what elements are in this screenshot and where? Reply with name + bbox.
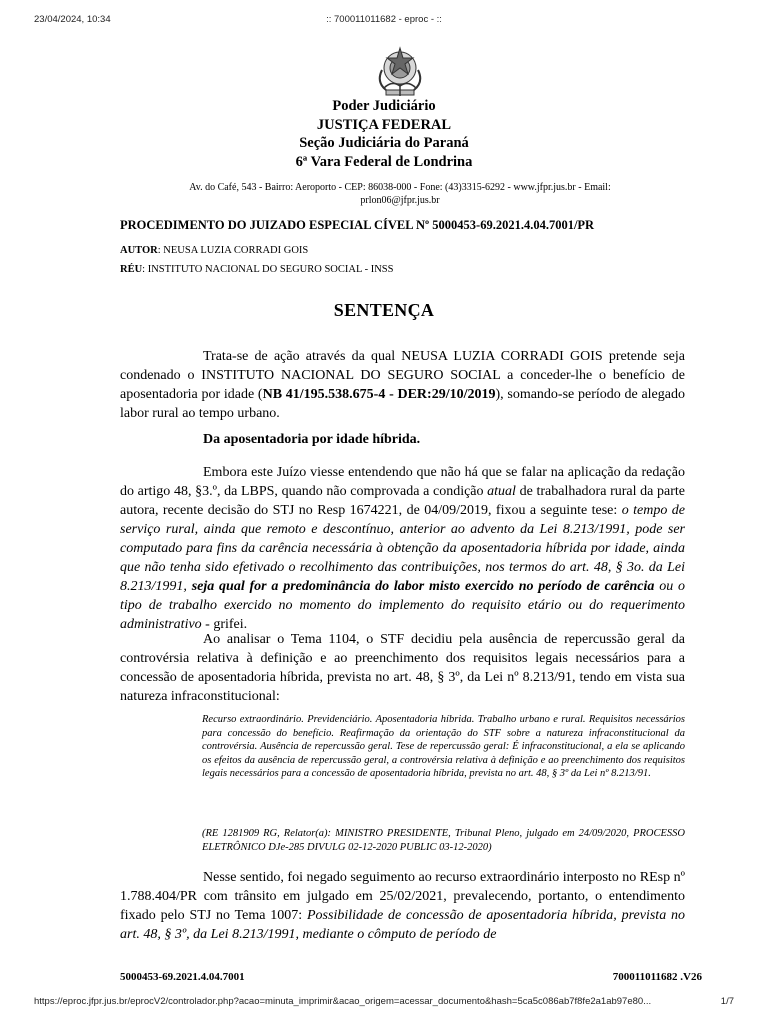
print-page-title: :: 700011011682 - eproc - :: xyxy=(326,14,442,25)
court-address: Av. do Café, 543 - Bairro: Aeroporto - CEP: 86038-000 - Fone: (43)3315-6292 - www.jfpr.jus.br - Email: prlon06@jfpr.jus.br xyxy=(189,182,611,206)
footer-process-number: 5000453-69.2021.4.04.7001 xyxy=(120,971,245,983)
p3-text-b: atual xyxy=(487,484,516,499)
document-title: SENTENÇA xyxy=(333,300,435,320)
p3-text-g: - grifei. xyxy=(201,617,248,632)
court-heading xyxy=(0,97,768,171)
footer-document-version: 700011011682 .V26 xyxy=(612,971,702,983)
browser-print-footer xyxy=(0,996,768,1012)
p3-thesis: o tempo de serviço rural, ainda que remoto e descontínuo, anterior ao advento da Lei 8.213/1991, pode ser computado para fins da carência necessária à obtenção da aposentadoria híbrida por idade, ainda que não tenha sido efetivado o recolhimento das contribuições, nos termos do art. 48, § 3o. da Lei 8.213/1991, xyxy=(120,503,685,594)
print-url: https://eproc.jfpr.jus.br/eprocV2/controlador.php?acao=minuta_imprimir&acao_origem=acessar_documento&hash=5ca5c086ab7f8fe2a1ab97e80... xyxy=(34,996,652,1007)
p3-text-c: de trabalhadora rural da parte autora, recente decisão do STJ no Resp 1674221, de 04/09/2019, fixou a seguinte tese: xyxy=(120,484,685,518)
print-datetime: 23/04/2024, 10:34 xyxy=(34,14,111,25)
print-page-indicator: 1/7 xyxy=(720,996,734,1007)
p1-benefit-number: NB 41/195.538.675-4 - DER:29/10/2019 xyxy=(262,387,496,402)
browser-print-header xyxy=(0,14,768,30)
party-author xyxy=(120,245,308,256)
brazil-coat-of-arms-icon xyxy=(370,44,430,100)
quote-ementa: Recurso extraordinário. Previdenciário. Aposentadoria híbrida. Trabalho urbano e rural. Requisitos necessários para concessão do benefício. Reafirmação da orientação do STF sobre a natureza infraconstitucional da controvérsia. Ausência de repercussão geral. Tese de repercussão geral: É infraconstitucional, a ela se aplicando os efeitos da ausência de repercussão geral, a controvérsia relativa à definição e ao preenchimento dos requisitos legais necessários para a concessão de aposentadoria híbrida, prevista no art. 48, § 3º da Lei nº 8.213/91. xyxy=(202,714,685,779)
author-label: AUTOR xyxy=(120,245,158,256)
author-value: : NEUSA LUZIA CORRADI GOIS xyxy=(157,245,309,256)
party-defendant xyxy=(120,264,394,275)
defendant-value: : INSTITUTO NACIONAL DO SEGURO SOCIAL - INSS xyxy=(142,264,394,275)
p1-text-c: ), somando-se período de alegado labor rural ao tempo urbano. xyxy=(120,387,685,421)
p5-text-b: Possibilidade de concessão de aposentadoria híbrida, prevista no art. 48, § 3º, da Lei 8.213/1991, mediante o cômputo de período de xyxy=(120,908,685,942)
paragraph-stj-decision xyxy=(120,463,685,634)
p4-text: Ao analisar o Tema 1104, o STF decidiu pela ausência de repercussão geral da controvérsia relativa à definição e ao preenchimento dos requisitos legais necessários para a concessão de aposentadoria híbrida, prevista no art. 48, § 3º, da Lei nº 8.213/91, tendo em vista sua natureza infraconstitucional: xyxy=(120,632,685,704)
paragraph-stf-tema-1104 xyxy=(120,630,685,706)
court-line-section: Seção Judiciária do Paraná xyxy=(299,135,469,151)
court-line-judiciary: Poder Judiciário xyxy=(332,98,436,114)
p5-text-a: Nesse sentido, foi negado seguimento ao recurso extraordinário interposto no REsp nº 1.788.404/PR com trânsito em julgado em 25/02/2021, prevalecendo, portanto, o entendimento fixado pelo STJ no Tema 1007: xyxy=(120,870,685,923)
p3-thesis-end: ou o tipo de trabalho exercido no momento do implemento do requisito etário ou do requerimento administrativo xyxy=(120,579,686,632)
procedure-number: PROCEDIMENTO DO JUIZADO ESPECIAL CÍVEL Nº 5000453-69.2021.4.04.7001/PR xyxy=(120,218,595,232)
section-heading: Da aposentadoria por idade híbrida. xyxy=(203,432,421,447)
p3-thesis-emphasis: seja qual for a predominância do labor misto exercido no período de carência xyxy=(191,579,655,594)
court-line-vara: 6ª Vara Federal de Londrina xyxy=(295,153,473,170)
quote-citation: (RE 1281909 RG, Relator(a): MINISTRO PRESIDENTE, Tribunal Pleno, julgado em 24/09/2020, PROCESSO ELETRÔNICO DJe-285 DIVULG 02-12-2020 PUBLIC 03-12-2020) xyxy=(202,828,685,853)
p1-text-a: Trata-se de ação através da qual NEUSA LUZIA CORRADI GOIS pretende seja condenado o INSTITUTO NACIONAL DO SEGURO SOCIAL a conceder-lhe o benefício de aposentadoria por idade ( xyxy=(120,349,685,402)
defendant-label: RÉU xyxy=(120,264,143,275)
court-line-federal-justice: JUSTIÇA FEDERAL xyxy=(316,116,452,133)
paragraph-introduction xyxy=(120,347,685,423)
p3-text-a: Embora este Juízo viesse entendendo que não há que se falar na aplicação da redação do artigo 48, §3.º, da LBPS, quando não comprovada a condição xyxy=(120,465,685,499)
paragraph-resp-tema-1007 xyxy=(120,868,685,944)
